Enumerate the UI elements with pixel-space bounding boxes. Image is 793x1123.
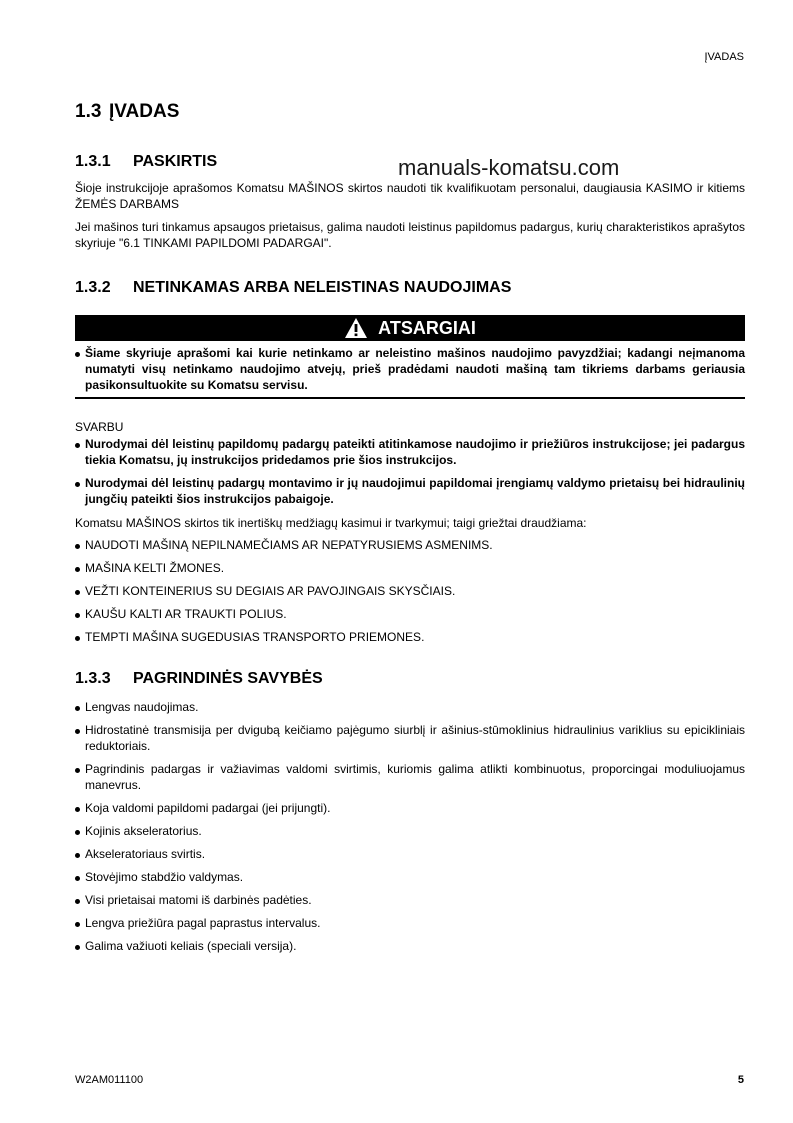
running-header: ĮVADAS [704, 51, 744, 63]
caution-banner [75, 315, 745, 341]
subsection-title: PAGRINDINĖS SAVYBĖS [133, 670, 323, 687]
feature-item: Pagrindinis padargas ir važiavimas valdomi svirtimis, kuriomis galima atlikti kombinuotus, proporcingai moduliuojamus manevrus. [75, 761, 745, 793]
page-number: 5 [737, 1074, 744, 1086]
caution-label: ATSARGIAI [378, 317, 476, 338]
subsection-heading-savybes [75, 670, 323, 688]
paragraph: Šioje instrukcijoje aprašomos Komatsu MAŠINOS skirtos naudoti tik kvalifikuotam personalui, daugiausia KASIMO ir kitiems ŽEMĖS DARBAMS [75, 181, 745, 211]
divider [75, 397, 745, 399]
feature-item: Akseleratoriaus svirtis. [75, 846, 745, 862]
important-label: SVARBU [75, 420, 124, 434]
subsection-heading-paskirtis [75, 153, 217, 171]
prohibited-item: KAUŠU KALTI AR TRAUKTI POLIUS. [75, 606, 745, 622]
features-list [75, 699, 745, 954]
prohibited-item: TEMPTI MAŠINA SUGEDUSIAS TRANSPORTO PRIEMONES. [75, 629, 745, 645]
prohibited-item: VEŽTI KONTEINERIUS SU DEGIAIS AR PAVOJINGAIS SKYSČIAIS. [75, 583, 745, 599]
feature-item: Hidrostatinė transmisija per dvigubą keičiamo pajėgumo siurblį ir ašinius-stūmoklinius hidraulinius variklius su epicikliniais reduktoriais. [75, 722, 745, 754]
feature-item: Koja valdomi papildomi padargai (jei prijungti). [75, 800, 745, 816]
subsection-number: 1.3.2 [75, 279, 111, 296]
caution-list [75, 345, 745, 393]
watermark: manuals-komatsu.com [398, 155, 620, 180]
feature-item: Kojinis akseleratorius. [75, 823, 745, 839]
prohibited-item: NAUDOTI MAŠINĄ NEPILNAMEČIAMS AR NEPATYRUSIEMS ASMENIMS. [75, 537, 745, 553]
important-item: Nurodymai dėl leistinų papildomų padargų pateikti atitinkamose naudojimo ir priežiūros instrukcijose; jei padargus tiekia Komatsu, jų instrukcijos pridedamos prie šios instrukcijos. [75, 436, 745, 468]
paragraph: Jei mašinos turi tinkamus apsaugos prietaisus, galima naudoti leistinus papildomus padargus, kurių charakteristikos aprašytos skyriuje "6.1 TINKAMI PAPILDOMI PADARGAI". [75, 220, 745, 250]
subsection-heading-netinkamas [75, 279, 511, 297]
prohibited-item: MAŠINA KELTI ŽMONES. [75, 560, 745, 576]
warning-triangle-icon [344, 317, 368, 339]
subsection-number: 1.3.3 [75, 670, 111, 687]
feature-item: Lengva priežiūra pagal paprastus intervalus. [75, 915, 745, 931]
feature-item: Lengvas naudojimas. [75, 699, 745, 715]
caution-item: Šiame skyriuje aprašomi kai kurie netinkamo ar neleistino mašinos naudojimo pavyzdžiai; kadangi neįmanoma numatyti visų netinkamo naudojimo atvejų, prieš pradėdami naudoti mašiną tam tikriems darbams geriausia pasikonsultuokite su Komatsu servisu. [75, 345, 745, 393]
prohibited-intro: Komatsu MAŠINOS skirtos tik inertiškų medžiagų kasimui ir tvarkymui; taigi griežtai draudžiama: [75, 516, 587, 530]
feature-item: Galima važiuoti keliais (speciali versija). [75, 938, 745, 954]
section-title: ĮVADAS [109, 101, 180, 122]
important-list [75, 436, 745, 507]
section-number: 1.3 [75, 101, 102, 122]
subsection-number: 1.3.1 [75, 153, 111, 170]
section-heading [75, 101, 179, 123]
subsection-title: PASKIRTIS [133, 153, 218, 170]
document-code: W2AM011100 [75, 1074, 144, 1086]
subsection-title: NETINKAMAS ARBA NELEISTINAS NAUDOJIMAS [133, 279, 512, 296]
feature-item: Visi prietaisai matomi iš darbinės padėties. [75, 892, 745, 908]
feature-item: Stovėjimo stabdžio valdymas. [75, 869, 745, 885]
important-item: Nurodymai dėl leistinų padargų montavimo ir jų naudojimui papildomai įrengiamų valdymo prietaisų bei hidraulinių jungčių pateikti šios instrukcijos pabaigoje. [75, 475, 745, 507]
prohibited-list [75, 537, 745, 645]
